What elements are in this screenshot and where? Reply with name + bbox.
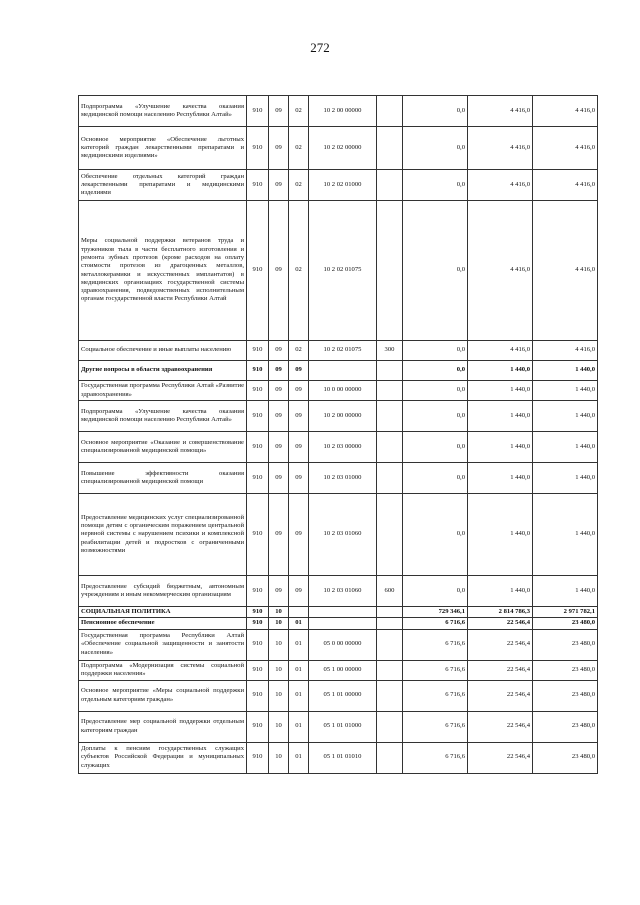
budget-table (78, 95, 598, 774)
row-value-3: 1 440,0 (533, 463, 598, 494)
row-value-2: 22 546,4 (468, 629, 533, 660)
row-gr: 910 (247, 361, 269, 381)
table-row (79, 607, 598, 618)
row-gr: 910 (247, 618, 269, 629)
row-gr: 910 (247, 463, 269, 494)
row-csr (309, 618, 377, 629)
row-gr: 910 (247, 629, 269, 660)
row-csr: 10 2 00 00000 (309, 401, 377, 432)
row-pr: 02 (289, 201, 309, 341)
row-vr (377, 618, 403, 629)
row-csr: 05 1 01 01000 (309, 711, 377, 742)
row-value-1: 6 716,6 (403, 660, 468, 680)
row-value-3: 1 440,0 (533, 361, 598, 381)
row-csr (309, 607, 377, 618)
row-rz: 10 (269, 711, 289, 742)
row-value-3: 1 440,0 (533, 401, 598, 432)
row-value-3: 2 971 782,1 (533, 607, 598, 618)
row-name: Подпрограмма «Улучшение качества оказания медицинской помощи населению Республики Алтай» (79, 96, 247, 127)
row-name: Государственная программа Республики Алтай «Обеспечение социальной защищенности и занятости населения» (79, 629, 247, 660)
row-pr: 09 (289, 401, 309, 432)
row-value-1: 6 716,6 (403, 711, 468, 742)
table-row (79, 680, 598, 711)
row-name: Пенсионное обеспечение (79, 618, 247, 629)
row-name: Предоставление медицинских услуг специализированной помощи детям с органическим поражением центральной нервной системы с нарушением психики и комплексной реабилитации детей и подростков с ограниченными возможностями (79, 494, 247, 576)
row-value-1: 729 346,1 (403, 607, 468, 618)
row-value-1: 0,0 (403, 127, 468, 170)
row-rz: 09 (269, 201, 289, 341)
table-row (79, 660, 598, 680)
row-pr: 01 (289, 629, 309, 660)
row-value-2: 4 416,0 (468, 201, 533, 341)
row-rz: 10 (269, 742, 289, 773)
row-name: Подпрограмма «Улучшение качества оказания медицинской помощи населению Республики Алтай» (79, 401, 247, 432)
table-row (79, 432, 598, 463)
table-row (79, 401, 598, 432)
row-pr: 09 (289, 494, 309, 576)
table-row (79, 201, 598, 341)
row-gr: 910 (247, 381, 269, 401)
row-rz: 09 (269, 432, 289, 463)
row-rz: 09 (269, 96, 289, 127)
table-row (79, 341, 598, 361)
row-rz: 09 (269, 341, 289, 361)
row-csr: 10 2 03 01060 (309, 494, 377, 576)
row-value-2: 1 440,0 (468, 381, 533, 401)
row-name: Предоставление мер социальной поддержки отдельным категориям граждан (79, 711, 247, 742)
row-pr: 01 (289, 618, 309, 629)
row-pr: 02 (289, 170, 309, 201)
table-row (79, 463, 598, 494)
row-vr (377, 680, 403, 711)
table-row (79, 381, 598, 401)
row-value-3: 1 440,0 (533, 494, 598, 576)
row-name: Основное мероприятие «Меры социальной поддержки отдельным категориям граждан» (79, 680, 247, 711)
row-gr: 910 (247, 432, 269, 463)
row-gr: 910 (247, 170, 269, 201)
row-pr: 01 (289, 660, 309, 680)
row-value-1: 0,0 (403, 463, 468, 494)
table-row (79, 618, 598, 629)
row-csr: 10 2 03 01000 (309, 463, 377, 494)
row-value-1: 6 716,6 (403, 680, 468, 711)
row-gr: 910 (247, 607, 269, 618)
row-value-2: 4 416,0 (468, 341, 533, 361)
row-rz: 09 (269, 361, 289, 381)
row-value-2: 1 440,0 (468, 576, 533, 607)
row-vr (377, 170, 403, 201)
row-value-3: 23 480,0 (533, 629, 598, 660)
row-name: Предоставление субсидий бюджетным, автономным учреждениям и иным некоммерческим организациям (79, 576, 247, 607)
row-value-3: 4 416,0 (533, 201, 598, 341)
row-gr: 910 (247, 401, 269, 432)
row-value-1: 0,0 (403, 341, 468, 361)
row-value-2: 22 546,4 (468, 660, 533, 680)
row-csr: 05 1 01 00000 (309, 680, 377, 711)
row-value-2: 1 440,0 (468, 432, 533, 463)
row-csr: 10 0 00 00000 (309, 381, 377, 401)
row-rz: 10 (269, 607, 289, 618)
row-vr (377, 629, 403, 660)
row-vr (377, 711, 403, 742)
row-csr: 10 2 02 01000 (309, 170, 377, 201)
row-value-2: 1 440,0 (468, 494, 533, 576)
row-pr: 02 (289, 341, 309, 361)
row-value-1: 0,0 (403, 201, 468, 341)
row-value-2: 22 546,4 (468, 680, 533, 711)
row-value-2: 1 440,0 (468, 463, 533, 494)
table-row (79, 170, 598, 201)
row-gr: 910 (247, 96, 269, 127)
row-vr (377, 361, 403, 381)
row-rz: 09 (269, 127, 289, 170)
row-value-3: 4 416,0 (533, 96, 598, 127)
row-value-2: 1 440,0 (468, 401, 533, 432)
row-rz: 09 (269, 170, 289, 201)
row-vr (377, 660, 403, 680)
row-value-1: 0,0 (403, 494, 468, 576)
row-name: Доплаты к пенсиям государственных служащих субъектов Российской Федерации и муниципальных служащих (79, 742, 247, 773)
row-rz: 10 (269, 618, 289, 629)
row-pr: 01 (289, 680, 309, 711)
table-row (79, 629, 598, 660)
row-value-1: 0,0 (403, 96, 468, 127)
row-vr: 600 (377, 576, 403, 607)
row-value-3: 23 480,0 (533, 618, 598, 629)
row-pr (289, 607, 309, 618)
row-value-3: 23 480,0 (533, 711, 598, 742)
row-value-2: 2 814 786,3 (468, 607, 533, 618)
row-csr: 05 1 01 01010 (309, 742, 377, 773)
row-pr: 01 (289, 742, 309, 773)
row-value-1: 0,0 (403, 361, 468, 381)
row-rz: 09 (269, 494, 289, 576)
table-row (79, 494, 598, 576)
row-gr: 910 (247, 711, 269, 742)
row-rz: 09 (269, 463, 289, 494)
row-pr: 09 (289, 361, 309, 381)
row-rz: 10 (269, 660, 289, 680)
row-gr: 910 (247, 576, 269, 607)
row-rz: 09 (269, 401, 289, 432)
row-value-1: 0,0 (403, 170, 468, 201)
row-value-2: 22 546,4 (468, 711, 533, 742)
table-row (79, 127, 598, 170)
row-csr: 05 0 00 00000 (309, 629, 377, 660)
row-vr (377, 607, 403, 618)
row-gr: 910 (247, 341, 269, 361)
row-value-1: 0,0 (403, 381, 468, 401)
row-value-2: 22 546,4 (468, 742, 533, 773)
row-name: Другие вопросы в области здравоохранения (79, 361, 247, 381)
row-value-3: 4 416,0 (533, 127, 598, 170)
row-gr: 910 (247, 680, 269, 711)
row-name: Основное мероприятие «Обеспечение льготных категорий граждан лекарственными препаратами и медицинскими изделиями» (79, 127, 247, 170)
row-value-2: 4 416,0 (468, 127, 533, 170)
row-csr (309, 361, 377, 381)
row-value-1: 0,0 (403, 401, 468, 432)
row-vr (377, 127, 403, 170)
row-value-3: 23 480,0 (533, 742, 598, 773)
row-name: Социальное обеспечение и иные выплаты населению (79, 341, 247, 361)
row-gr: 910 (247, 127, 269, 170)
row-vr (377, 463, 403, 494)
row-csr: 10 2 02 01075 (309, 201, 377, 341)
row-value-2: 4 416,0 (468, 170, 533, 201)
row-value-3: 4 416,0 (533, 341, 598, 361)
row-pr: 09 (289, 576, 309, 607)
row-pr: 02 (289, 127, 309, 170)
row-vr: 300 (377, 341, 403, 361)
row-name: Основное мероприятие «Оказание и совершенствование специализированной медицинской помощи» (79, 432, 247, 463)
row-pr: 01 (289, 711, 309, 742)
row-value-3: 1 440,0 (533, 576, 598, 607)
row-name: Обеспечение отдельных категорий граждан лекарственными препаратами и медицинскими изделиями (79, 170, 247, 201)
row-vr (377, 401, 403, 432)
row-pr: 09 (289, 463, 309, 494)
row-gr: 910 (247, 660, 269, 680)
row-name: Повышение эффективности оказания специализированной медицинской помощи (79, 463, 247, 494)
row-name: Государственная программа Республики Алтай «Развитие здравоохранения» (79, 381, 247, 401)
row-value-1: 6 716,6 (403, 742, 468, 773)
row-value-1: 6 716,6 (403, 629, 468, 660)
row-rz: 10 (269, 629, 289, 660)
row-name: СОЦИАЛЬНАЯ ПОЛИТИКА (79, 607, 247, 618)
row-vr (377, 201, 403, 341)
row-vr (377, 494, 403, 576)
row-vr (377, 432, 403, 463)
row-csr: 10 2 02 01075 (309, 341, 377, 361)
table-body (79, 96, 598, 774)
table-row (79, 96, 598, 127)
table-row (79, 361, 598, 381)
row-csr: 10 2 02 00000 (309, 127, 377, 170)
row-vr (377, 381, 403, 401)
row-name: Подпрограмма «Модернизация системы социальной поддержки населения» (79, 660, 247, 680)
row-gr: 910 (247, 201, 269, 341)
page-number: 272 (310, 40, 330, 55)
row-value-3: 1 440,0 (533, 432, 598, 463)
row-csr: 10 2 00 00000 (309, 96, 377, 127)
row-pr: 09 (289, 432, 309, 463)
row-gr: 910 (247, 742, 269, 773)
row-value-3: 23 480,0 (533, 660, 598, 680)
row-csr: 05 1 00 00000 (309, 660, 377, 680)
row-value-2: 1 440,0 (468, 361, 533, 381)
row-rz: 09 (269, 576, 289, 607)
table-row (79, 576, 598, 607)
row-value-1: 0,0 (403, 432, 468, 463)
row-pr: 02 (289, 96, 309, 127)
row-rz: 10 (269, 680, 289, 711)
row-value-3: 4 416,0 (533, 170, 598, 201)
row-value-3: 1 440,0 (533, 381, 598, 401)
row-gr: 910 (247, 494, 269, 576)
table-row (79, 711, 598, 742)
row-value-1: 6 716,6 (403, 618, 468, 629)
row-csr: 10 2 03 00000 (309, 432, 377, 463)
row-value-1: 0,0 (403, 576, 468, 607)
row-value-2: 4 416,0 (468, 96, 533, 127)
row-value-2: 22 546,4 (468, 618, 533, 629)
row-name: Меры социальной поддержки ветеранов труда и тружеников тыла в части бесплатного изготовления и ремонта зубных протезов (кроме расходов на оплату стоимости протезов из драгоценных металлов, металлокерамики и искусственных имплантатов) в медицинских организациях государственной системы здравоохранения, подведомственных исполнительным органам государственной власти Республики Алтай (79, 201, 247, 341)
row-vr (377, 96, 403, 127)
row-csr: 10 2 03 01060 (309, 576, 377, 607)
row-vr (377, 742, 403, 773)
row-value-3: 23 480,0 (533, 680, 598, 711)
row-pr: 09 (289, 381, 309, 401)
table-row (79, 742, 598, 773)
row-rz: 09 (269, 381, 289, 401)
